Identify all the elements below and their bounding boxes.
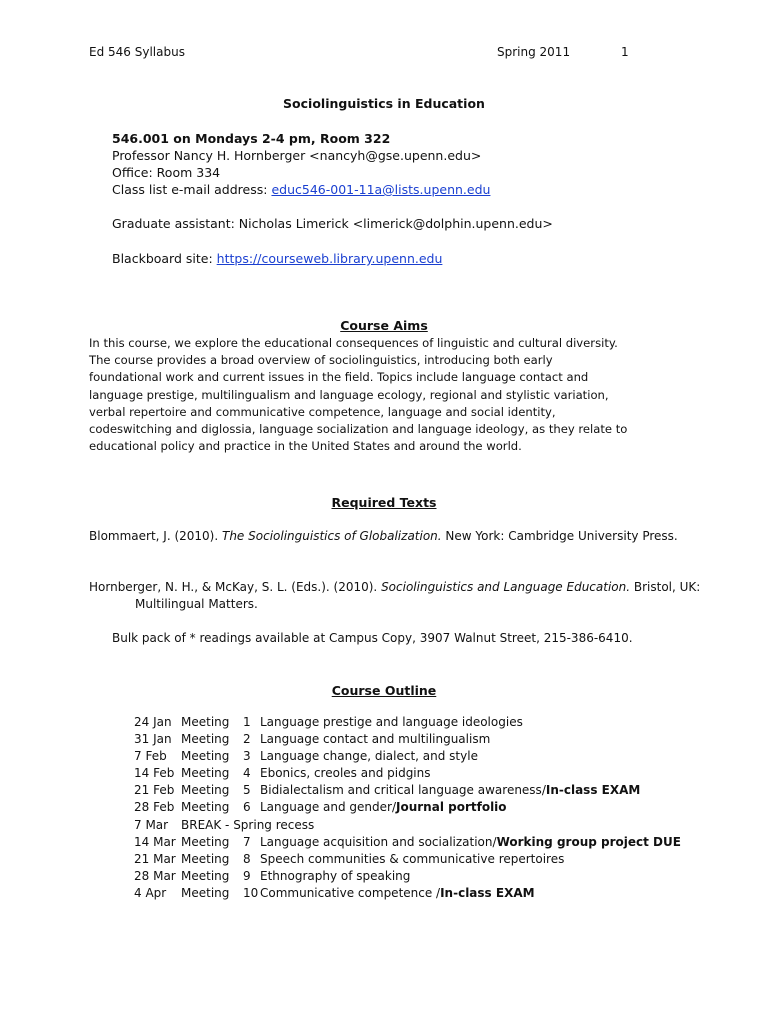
outline-date: 14 Feb: [134, 766, 175, 781]
header-term: Spring 2011: [497, 45, 571, 59]
office-line: Office: Room 334: [112, 165, 221, 180]
outline-kind: Meeting: [181, 868, 230, 883]
course-outline-list: [134, 714, 681, 902]
outline-kind: Meeting: [181, 732, 230, 747]
outline-topic: Bidialectalism and critical language awareness/: [260, 783, 546, 798]
outline-kind: Meeting: [181, 800, 230, 815]
outline-number: 7: [243, 834, 251, 849]
outline-topic: Language prestige and language ideologies: [260, 715, 523, 729]
outline-number: 2: [243, 732, 251, 747]
outline-topic: Language change, dialect, and style: [260, 749, 478, 764]
outline-highlight: In-class EXAM: [440, 885, 535, 900]
reference-1-publisher: New York: Cambridge University Press.: [441, 529, 678, 543]
outline-kind: Meeting: [181, 834, 230, 849]
outline-date: 28 Mar: [134, 868, 176, 883]
reference-2: [89, 579, 715, 613]
assistant-line: Graduate assistant: Nicholas Limerick <limerick@dolphin.upenn.edu>: [112, 216, 553, 231]
class-list-email-link[interactable]: educ546-001-11a@lists.upenn.edu: [271, 182, 491, 197]
class-list-line: [112, 181, 490, 198]
outline-date: 28 Feb: [134, 800, 175, 815]
outline-row: [134, 851, 681, 868]
page-title: Sociolinguistics in Education: [283, 96, 485, 111]
outline-row: [134, 765, 681, 782]
course-aims-text: In this course, we explore the educational consequences of linguistic and cultural diversity. The course provides a broad overview of sociolinguistics, introducing both early foundational work and current issues in the field. Topics include language contact and language prestige, multilingualism and language ecology, regional and stylistic variation, verbal repertoire and communicative competence, language and social identity, codeswitching and diglossia, language socialization and language ideology, as they relate to educational policy and practice in the United States and around the world.: [89, 336, 628, 454]
outline-date: 31 Jan: [134, 732, 172, 747]
section-line: 546.001 on Mondays 2-4 pm, Room 322: [112, 131, 391, 146]
outline-date: 24 Jan: [134, 715, 172, 729]
outline-row: [134, 885, 681, 902]
outline-topic: Language acquisition and socialization/: [260, 834, 497, 849]
outline-topic: Speech communities & communicative repertoires: [260, 851, 565, 866]
outline-topic: Language and gender/: [260, 800, 397, 815]
header-course: Ed 546 Syllabus: [89, 45, 185, 59]
reference-2-publisher: Bristol, UK: Multilingual Matters.: [135, 580, 701, 611]
outline-kind: Meeting: [181, 715, 230, 729]
header-page-number: 1: [621, 45, 629, 59]
outline-row: [134, 799, 681, 816]
outline-number: 9: [243, 868, 251, 883]
outline-number: 6: [243, 800, 251, 815]
outline-kind: Meeting: [181, 766, 230, 781]
outline-highlight: Journal portfolio: [396, 800, 507, 815]
outline-topic: Ebonics, creoles and pidgins: [260, 766, 431, 781]
blackboard-label: Blackboard site:: [112, 251, 217, 266]
outline-kind: Meeting: [181, 749, 230, 764]
outline-kind: Meeting: [181, 885, 230, 900]
course-aims-heading: Course Aims: [340, 318, 428, 333]
reference-1: [89, 528, 715, 545]
outline-date: 7 Feb: [134, 749, 167, 764]
outline-number: 8: [243, 851, 251, 866]
outline-number: 5: [243, 783, 251, 798]
outline-date: 21 Mar: [134, 851, 176, 866]
outline-date: 14 Mar: [134, 834, 176, 849]
outline-date: 7 Mar: [134, 817, 169, 832]
outline-date: 4 Apr: [134, 885, 167, 900]
outline-row: [134, 748, 681, 765]
reference-2-authors: Hornberger, N. H., & McKay, S. L. (Eds.). (2010).: [89, 580, 382, 594]
required-texts-heading: Required Texts: [331, 495, 437, 510]
outline-number: 3: [243, 749, 251, 764]
outline-row-break: [134, 817, 681, 834]
outline-highlight: Working group project DUE: [496, 834, 681, 849]
outline-number: 1: [243, 715, 251, 729]
professor-line: Professor Nancy H. Hornberger <nancyh@gse.upenn.edu>: [112, 148, 482, 163]
outline-kind: Meeting: [181, 783, 230, 798]
outline-topic: Communicative competence /: [260, 885, 441, 900]
outline-row: [134, 868, 681, 885]
outline-row: [134, 834, 681, 851]
outline-break-label: BREAK - Spring recess: [181, 817, 315, 832]
outline-kind: Meeting: [181, 851, 230, 866]
class-list-label: Class list e-mail address:: [112, 182, 272, 197]
bulk-pack-note: Bulk pack of * readings available at Campus Copy, 3907 Walnut Street, 215-386-6410.: [112, 631, 633, 645]
outline-row: [134, 731, 681, 748]
outline-highlight: In-class EXAM: [545, 783, 641, 798]
course-outline-heading: Course Outline: [331, 683, 437, 698]
outline-number: 10: [243, 885, 259, 900]
blackboard-url-link[interactable]: https://courseweb.library.upenn.edu: [216, 251, 443, 266]
outline-topic: Language contact and multilingualism: [260, 732, 491, 747]
outline-row: [134, 714, 681, 731]
reference-2-title: Sociolinguistics and Language Education.: [381, 580, 631, 594]
reference-1-title: The Sociolinguistics of Globalization.: [222, 529, 442, 543]
outline-date: 21 Feb: [134, 783, 175, 798]
blackboard-line: [112, 250, 442, 267]
outline-number: 4: [243, 766, 251, 781]
outline-row: [134, 782, 681, 799]
reference-1-authors: Blommaert, J. (2010).: [89, 529, 222, 543]
outline-topic: Ethnography of speaking: [260, 868, 411, 883]
